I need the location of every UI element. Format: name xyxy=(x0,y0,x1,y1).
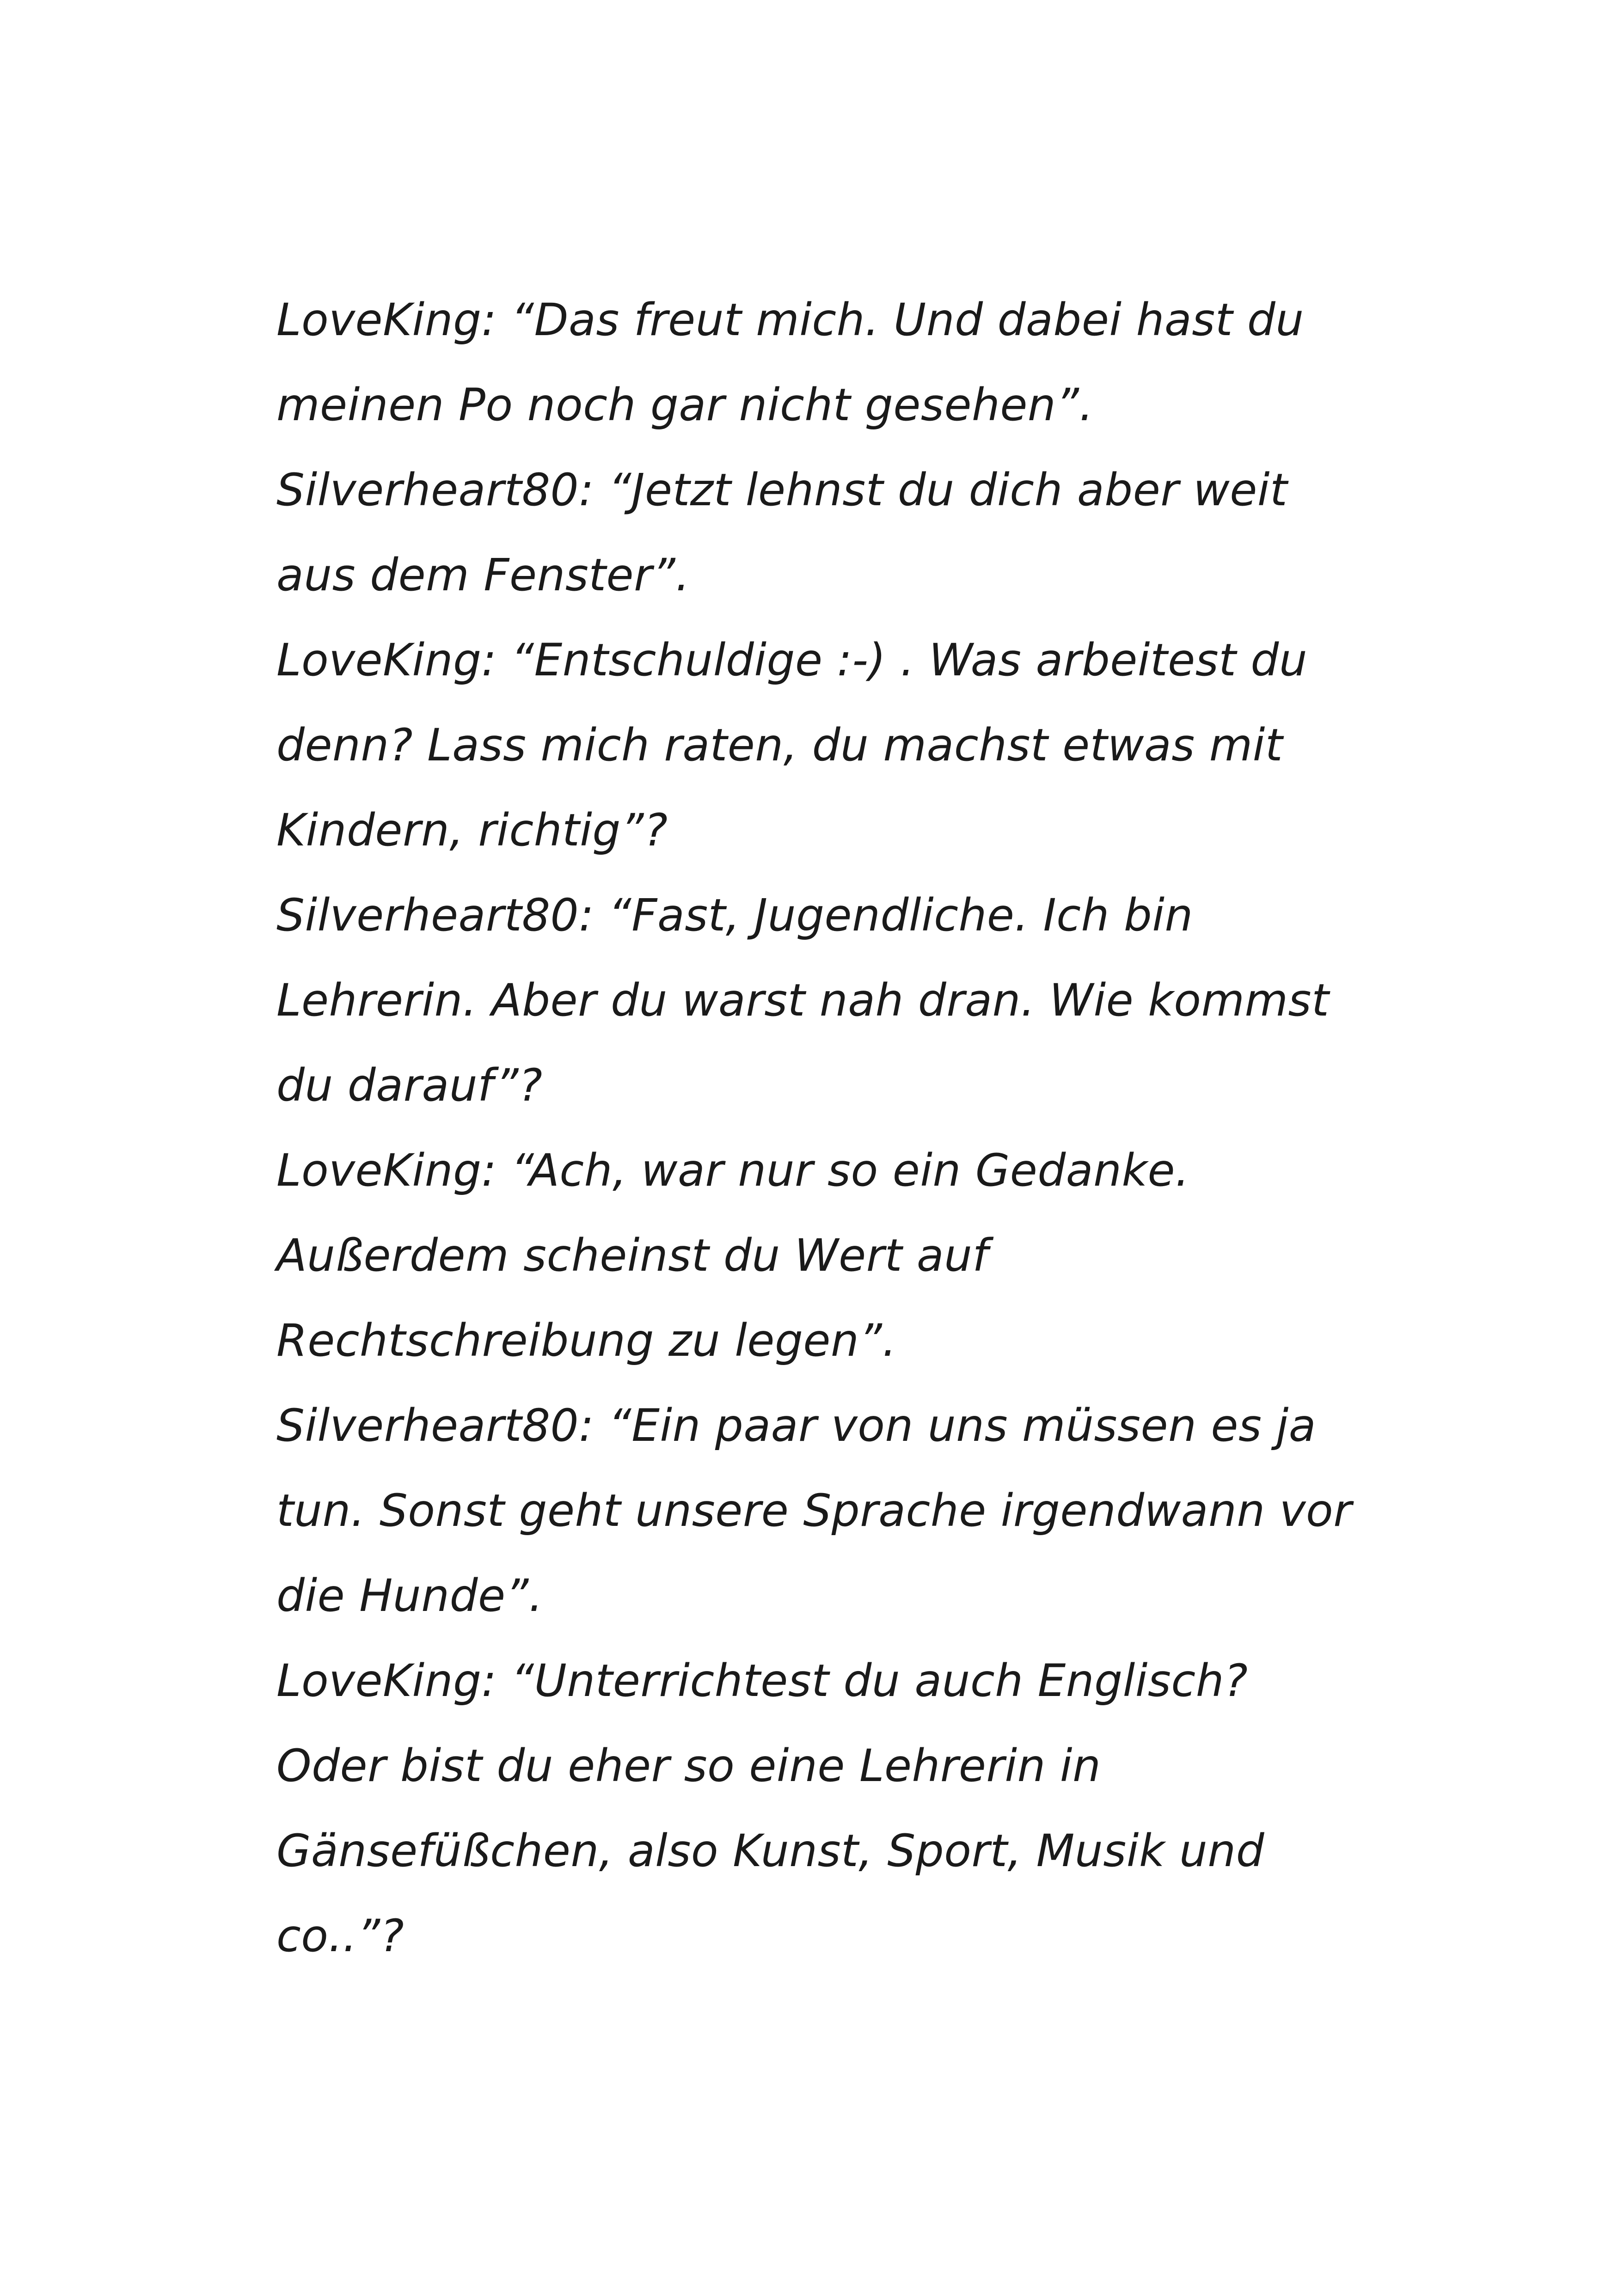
text-line: die Hunde”. xyxy=(276,1570,543,1622)
text-line: Silverheart80: “Ein paar von uns müssen es ja xyxy=(276,1400,1317,1451)
text-line: Lehrerin. Aber du warst nah dran. Wie kommst xyxy=(276,974,1330,1026)
text-line: LoveKing: “Ach, war nur so ein Gedanke. xyxy=(276,1145,1190,1196)
text-line: Gänsefüßchen, also Kunst, Sport, Musik und xyxy=(276,1825,1265,1877)
text-line: tun. Sonst geht unsere Sprache irgendwann vor xyxy=(276,1485,1352,1537)
text-line: Silverheart80: “Jetzt lehnst du dich aber weit xyxy=(276,464,1288,516)
text-line: LoveKing: “Das freut mich. Und dabei hast du xyxy=(276,294,1304,346)
text-line: Rechtschreibung zu legen”. xyxy=(276,1315,897,1366)
text-line: meinen Po noch gar nicht gesehen”. xyxy=(276,379,1094,431)
text-line: aus dem Fenster”. xyxy=(276,549,690,601)
text-line: Kindern, richtig”? xyxy=(276,804,668,856)
text-line: Oder bist du eher so eine Lehrerin in xyxy=(276,1740,1101,1792)
text-line: du darauf”? xyxy=(276,1059,543,1111)
text-line: co..”? xyxy=(276,1910,404,1962)
text-line: Außerdem scheinst du Wert auf xyxy=(276,1230,988,1281)
text-line: Silverheart80: “Fast, Jugendliche. Ich bin xyxy=(276,889,1193,941)
dialogue-text-block xyxy=(276,277,1386,1978)
text-line: LoveKing: “Unterrichtest du auch Englisch? xyxy=(276,1655,1248,1707)
text-line: denn? Lass mich raten, du machst etwas mit xyxy=(276,719,1283,771)
text-line: LoveKing: “Entschuldige :-) . Was arbeitest du xyxy=(276,634,1308,686)
